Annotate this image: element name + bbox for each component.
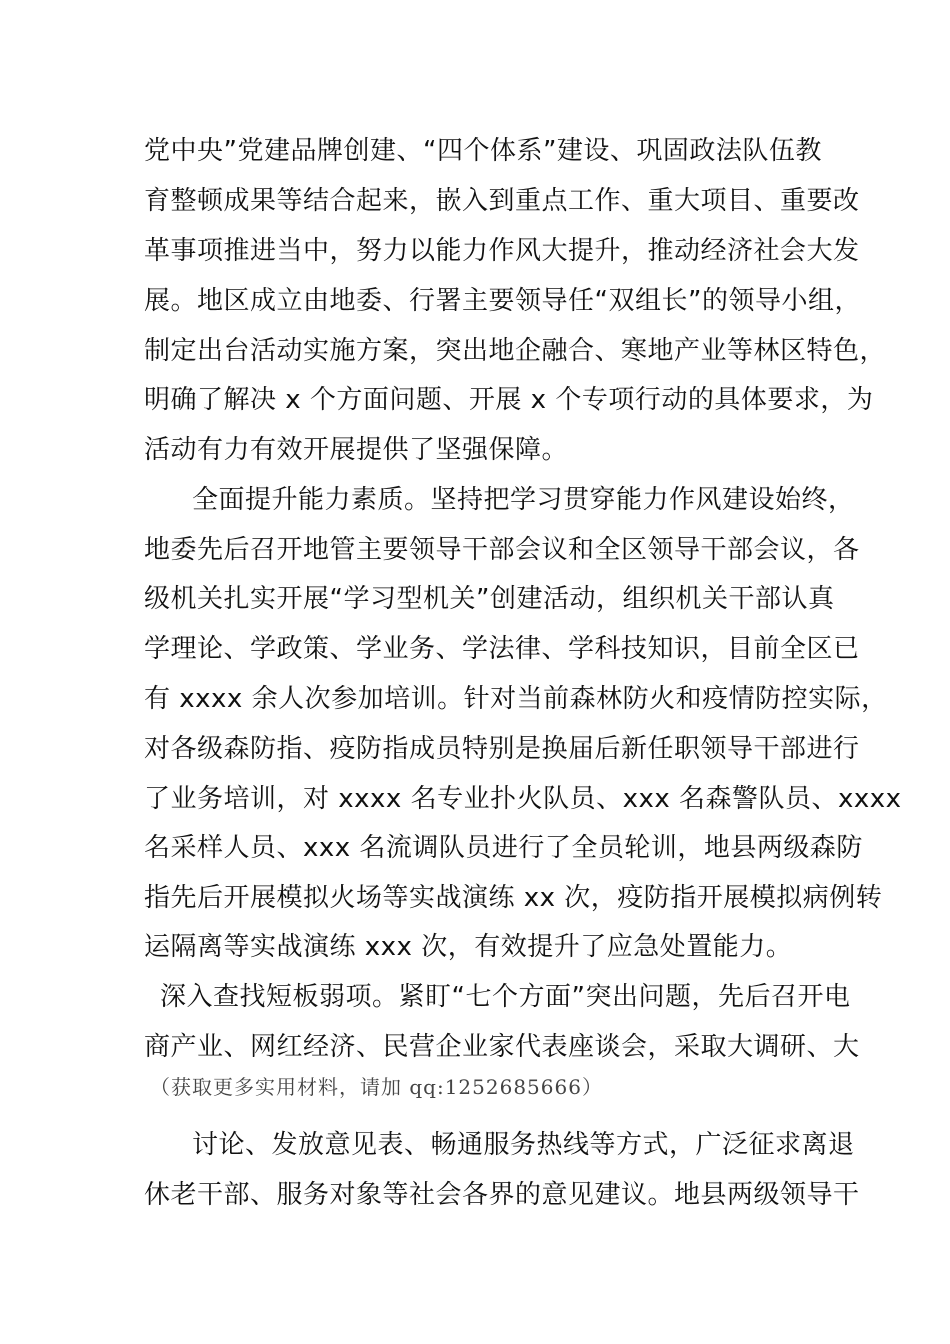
text-line-12: 有 xxxx 余人次参加培训。针对当前森林防火和疫情防控实际， — [144, 684, 888, 714]
text-line-15: 名采样人员、xxx 名流调队员进行了全员轮训，地县两级森防 — [144, 833, 863, 863]
text-line-5: 制定出台活动实施方案，突出地企融合、寒地产业等林区特色， — [144, 336, 887, 366]
text-line-21: 休老干部、服务对象等社会各界的意见建议。地县两级领导干 — [144, 1180, 860, 1210]
text-line-2: 育整顿成果等结合起来，嵌入到重点工作、重大项目、重要改 — [144, 186, 860, 216]
text-line-17: 运隔离等实战演练 xxx 次，有效提升了应急处置能力。 — [144, 932, 793, 962]
text-line-16: 指先后开展模拟火场等实战演练 xx 次，疫防指开展模拟病例转 — [144, 883, 883, 913]
text-line-3: 革事项推进当中，努力以能力作风大提升，推动经济社会大发 — [144, 236, 860, 266]
text-line-4: 展。地区成立由地委、行署主要领导任“双组长”的领导小组， — [144, 286, 861, 316]
text-line-1: 党中央”党建品牌创建、“四个体系”建设、巩固政法队伍教 — [144, 136, 822, 166]
contact-note: （获取更多实用材料，请加 qq:1252685666） — [150, 1075, 603, 1099]
text-line-20: 讨论、发放意见表、畅通服务热线等方式，广泛征求离退 — [192, 1130, 855, 1160]
text-line-10: 级机关扎实开展“学习型机关”创建活动，组织机关干部认真 — [144, 584, 835, 614]
text-line-11: 学理论、学政策、学业务、学法律、学科技知识，目前全区已 — [144, 634, 860, 664]
text-line-18: 深入查找短板弱项。紧盯“七个方面”突出问题，先后召开电 — [160, 982, 851, 1012]
text-line-19: 商产业、网红经济、民营企业家代表座谈会，采取大调研、大 — [144, 1032, 860, 1062]
text-line-13: 对各级森防指、疫防指成员特别是换届后新任职领导干部进行 — [144, 734, 860, 764]
text-line-14: 了业务培训，对 xxxx 名专业扑火队员、xxx 名森警队员、xxxx — [144, 784, 902, 814]
text-line-8: 全面提升能力素质。坚持把学习贯穿能力作风建设始终， — [192, 485, 855, 515]
text-line-9: 地委先后召开地管主要领导干部会议和全区领导干部会议，各 — [144, 535, 860, 565]
text-line-7: 活动有力有效开展提供了坚强保障。 — [144, 435, 569, 465]
text-line-6: 明确了解决 x 个方面问题、开展 x 个专项行动的具体要求，为 — [144, 385, 874, 415]
